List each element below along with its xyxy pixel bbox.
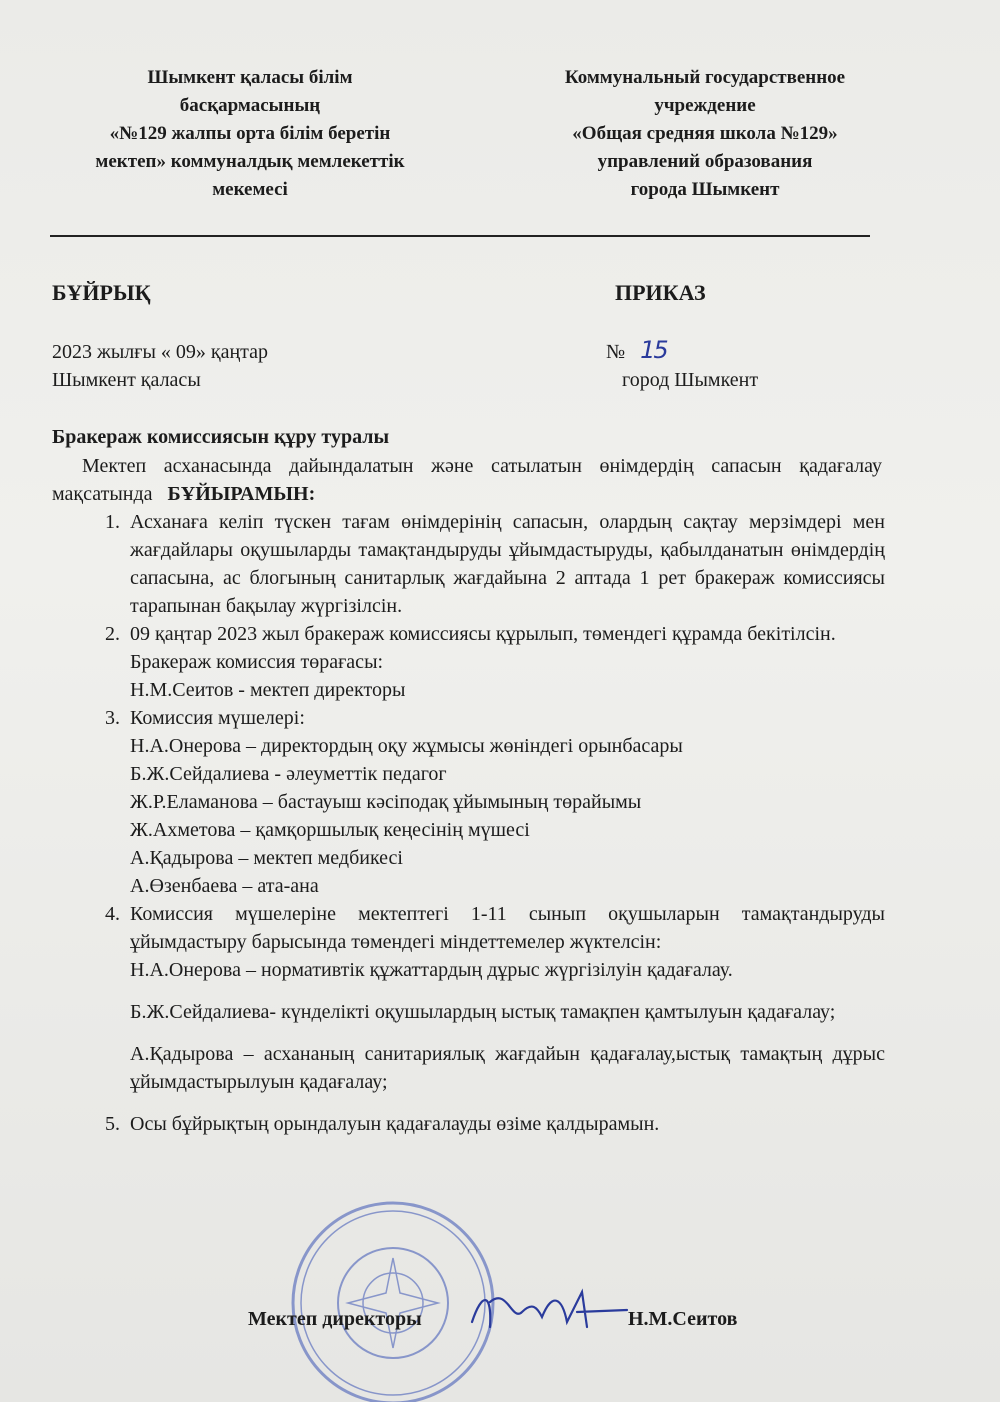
member-line: А.Қадырова – мектеп медбикесі	[130, 847, 403, 869]
number-sign: №	[606, 341, 626, 363]
city-kazakh: Шымкент қаласы	[52, 369, 201, 391]
header-ru-line: Коммунальный государственное	[564, 67, 846, 88]
item-line: Н.М.Сеитов - мектеп директоры	[130, 679, 406, 701]
header-kz-line: Шымкент қаласы білім	[147, 67, 353, 88]
signatory-name: Н.М.Сеитов	[628, 1308, 738, 1330]
order-item	[52, 1110, 892, 1138]
order-word: БҰЙЫРАМЫН:	[167, 483, 316, 505]
item-number: 4.	[105, 903, 120, 925]
item-text: Комиссия мүшелеріне мектептегі 1-11 сынып оқушыларын тамақтандыруды ұйымдастыру барысында төмендегі міндеттемелер жүктелсін:	[130, 903, 885, 953]
item-text: 09 қаңтар 2023 жыл бракераж комиссиясы құрылып, төмендегі құрамда бекітілсін.	[130, 623, 836, 645]
item-number: 5.	[105, 1113, 120, 1135]
duty-line: А.Қадырова – асхананың санитариялық жағдайын қадағалау,ыстық тамақтың дұрыс ұйымдастырылуын қадағалау;	[130, 1043, 885, 1093]
item-line: Бракераж комиссия төрағасы:	[130, 651, 384, 673]
order-item	[52, 508, 892, 620]
item-body	[130, 704, 885, 900]
member-line: Ж.Ахметова – қамқоршылық кеңесінің мүшесі	[130, 819, 530, 841]
header-kz-line: «№129 жалпы орта білім беретін	[109, 123, 391, 144]
handwritten-signature-icon	[462, 1282, 632, 1342]
order-number	[606, 336, 667, 366]
header-divider	[50, 235, 870, 237]
signatory-title: Мектеп директоры	[248, 1308, 422, 1330]
item-number: 1.	[105, 511, 120, 533]
title-russian: ПРИКАЗ	[615, 280, 706, 305]
item-text: Осы бұйрықтың орындалуын қадағалауды өзіме қалдырамын.	[130, 1113, 660, 1135]
duty-line: Б.Ж.Сейдалиева- күнделікті оқушылардың ыстық тамақпен қамтылуын қадағалау;	[130, 1001, 836, 1023]
header-ru-line: управлений образования	[597, 151, 813, 172]
header-kz-line: мектеп» коммуналдық мемлекеттік	[95, 151, 405, 172]
duty-line: Н.А.Онерова – нормативтік құжаттардың дұрыс жүргізілуін қадағалау.	[130, 959, 733, 981]
item-number: 2.	[105, 623, 120, 645]
member-line: Б.Ж.Сейдалиева - әлеуметтік педагог	[130, 763, 447, 785]
item-text: Комиссия мүшелері:	[130, 707, 305, 729]
city-russian: город Шымкент	[622, 369, 759, 391]
intro-text: Мектеп асханасында дайындалатын және сатылатын өнімдердің сапасын қадағалау мақсатында	[52, 455, 882, 505]
header-ru-line: учреждение	[654, 95, 756, 116]
header-ru-line: «Общая средняя школа №129»	[572, 123, 838, 144]
member-line: Ж.Р.Еламанова – бастауыш кәсіподақ ұйымының төрайымы	[130, 791, 642, 813]
order-item	[52, 704, 892, 900]
handwritten-number: 15	[640, 336, 667, 364]
title-kazakh: БҰЙРЫҚ	[52, 280, 151, 305]
order-item	[52, 900, 892, 1110]
order-date: 2023 жылғы « 09» қаңтар	[52, 341, 269, 363]
item-number: 3.	[105, 707, 120, 729]
header-russian	[505, 64, 905, 204]
header-kz-line: басқармасының	[179, 95, 321, 116]
item-text: Асханаға келіп түскен тағам өнімдерінің сапасын, олардың сақтау мерзімдері мен жағдайлары оқушыларды тамақтандыруды ұйымдастыруды, қабылданатын өнімдердің сапасына, ас блогының санитарлық жағдайына 2 аптада 1 рет бракераж комиссиясы тарапынан бақылау жүргізілсін.	[130, 511, 885, 617]
order-intro	[52, 452, 882, 508]
member-line: Н.А.Онерова – директордың оқу жұмысы жөніндегі орынбасары	[130, 735, 683, 757]
header-kazakh	[40, 64, 460, 204]
item-body	[130, 900, 885, 1110]
order-subject: Бракераж комиссиясын құру туралы	[52, 426, 390, 448]
item-body	[130, 620, 885, 704]
order-item	[52, 620, 892, 704]
member-line: А.Өзенбаева – ата-ана	[130, 875, 319, 897]
order-items	[52, 508, 892, 1138]
header-ru-line: города Шымкент	[630, 179, 780, 200]
header-kz-line: мекемесі	[212, 179, 288, 200]
